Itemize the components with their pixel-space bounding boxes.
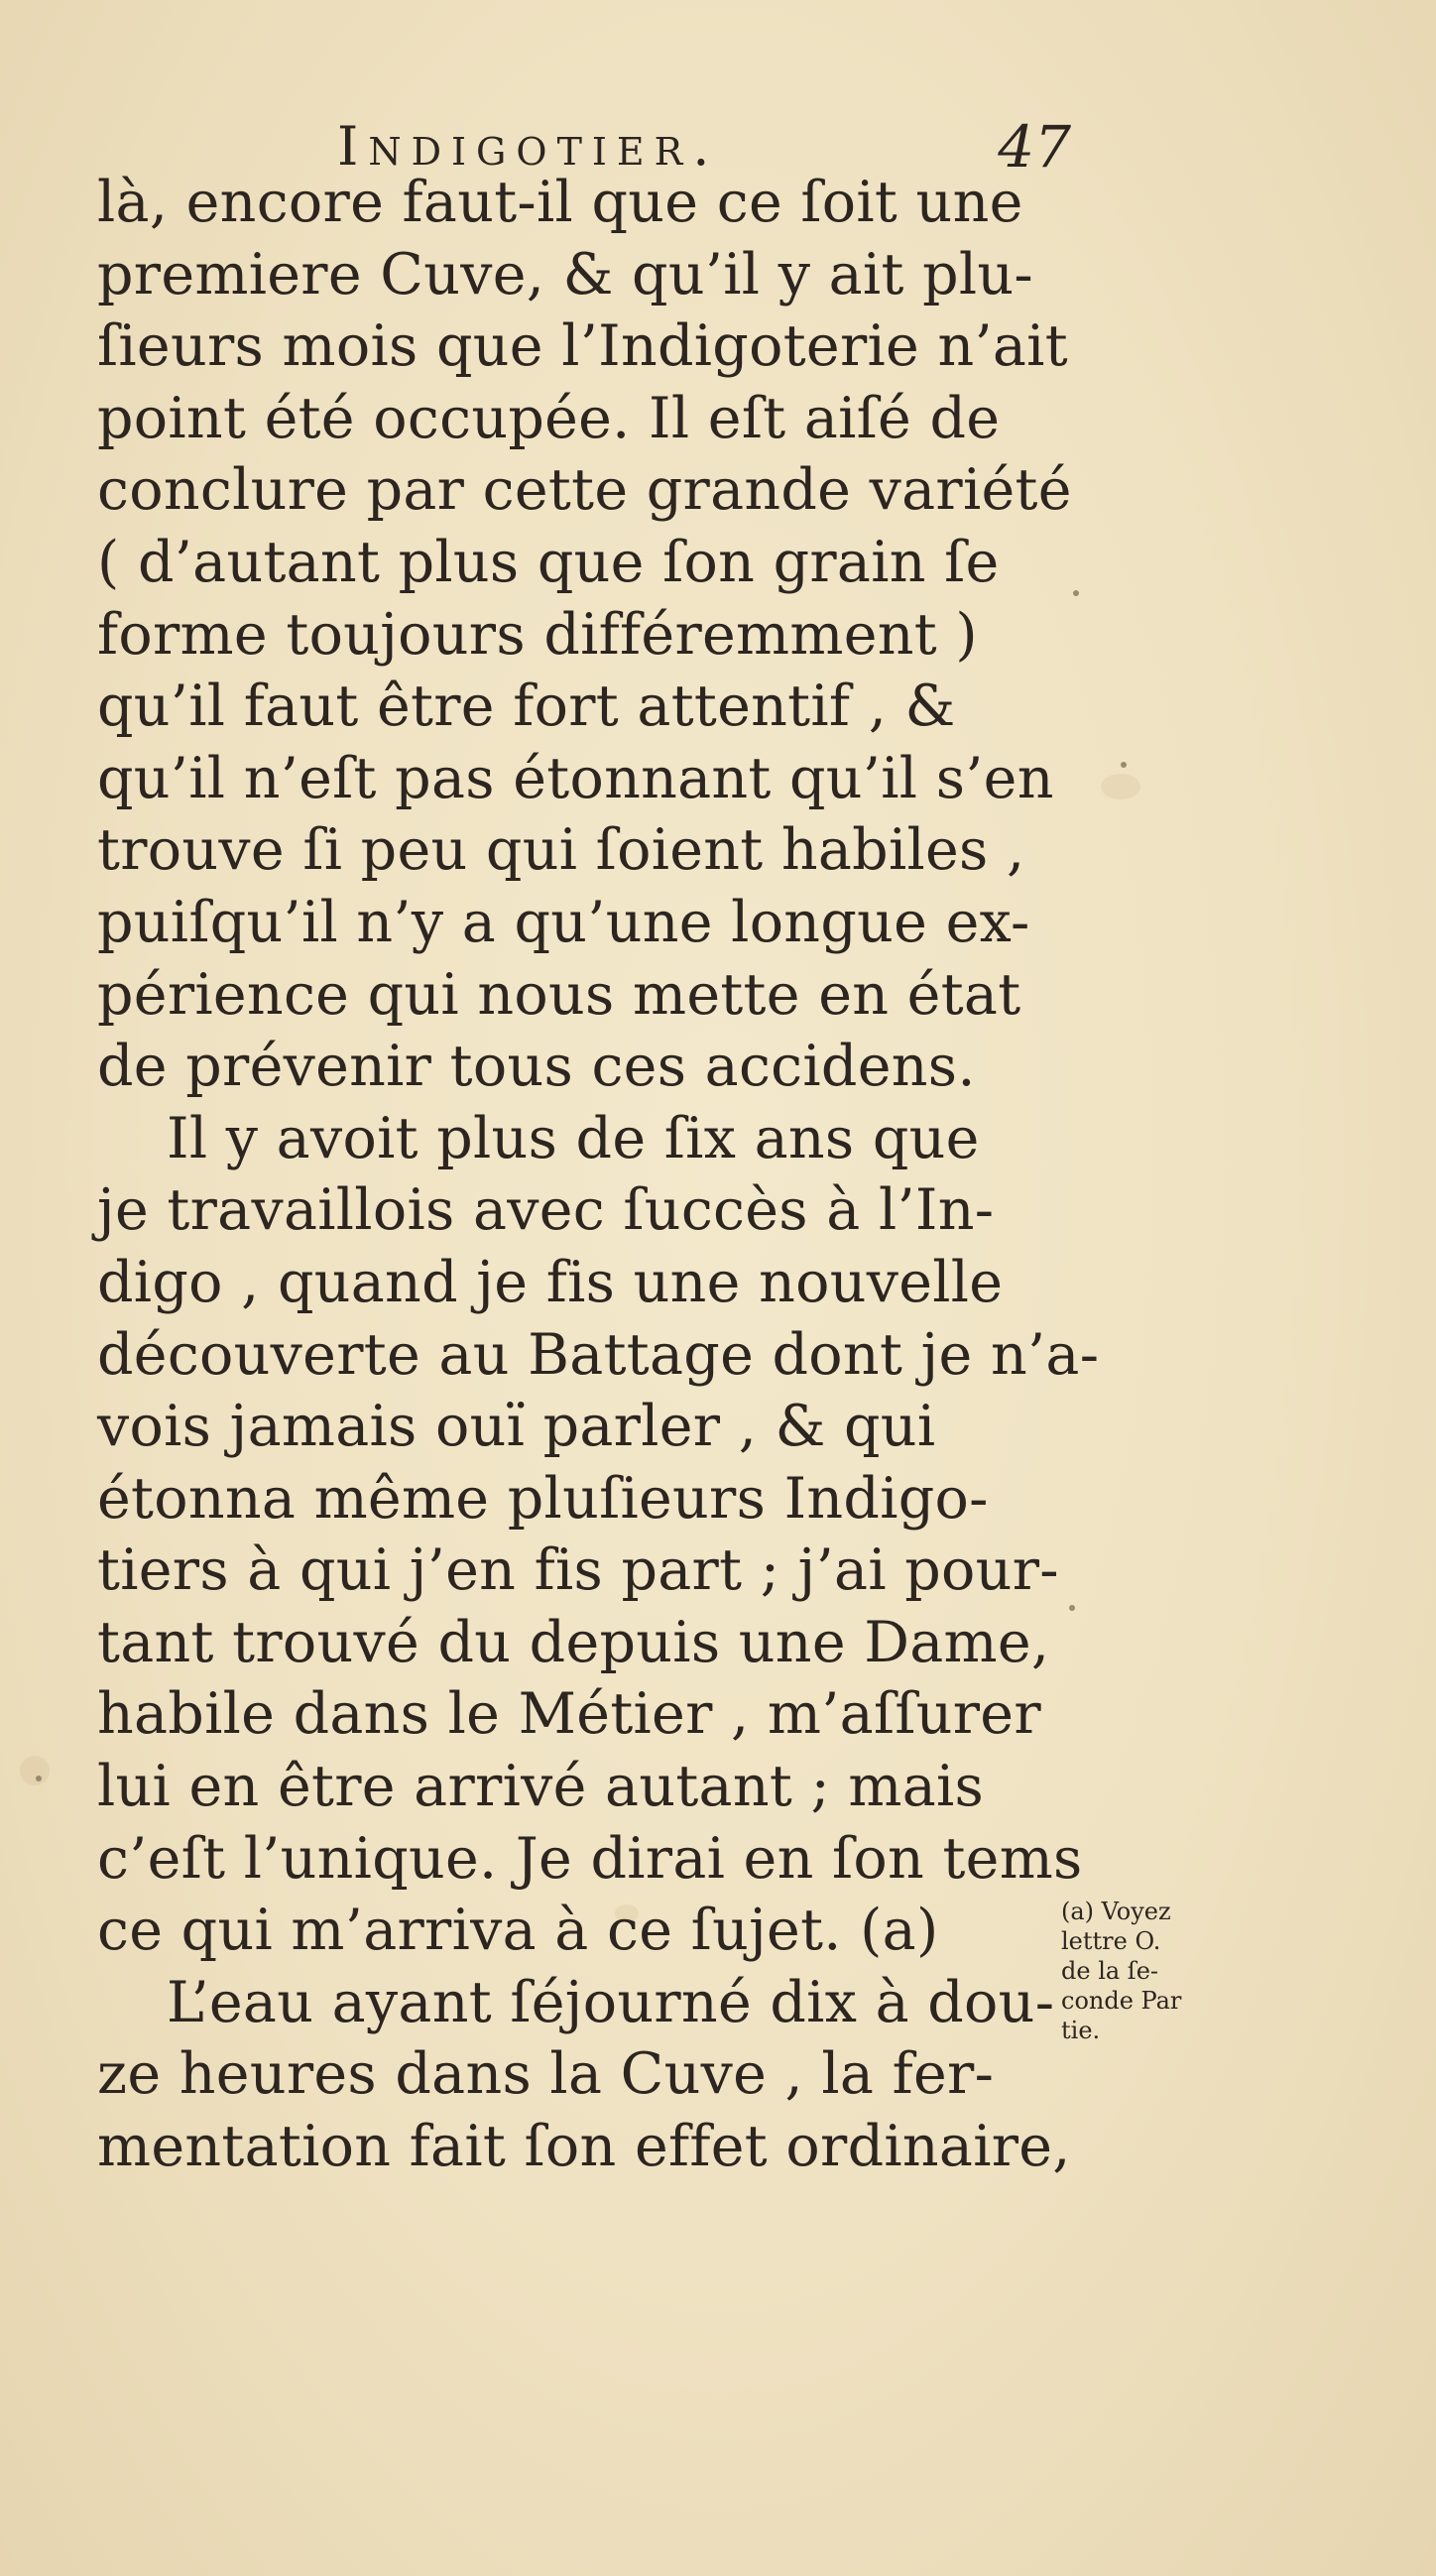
footnote-line: de la ſe- <box>1061 1957 1159 1985</box>
marginal-footnote <box>1061 1897 1259 2045</box>
footnote-line: lettre O. <box>1061 1927 1161 1955</box>
paper-speck <box>1121 762 1127 768</box>
paper-stain <box>1101 774 1140 799</box>
text-line: ze heures dans la Cuve , la fer- <box>97 2041 995 2108</box>
text-line: forme toujours différemment ) <box>97 601 978 668</box>
text-line: vois jamais ouï parler , & qui <box>97 1394 936 1460</box>
text-line: point été occupée. Il eſt aiſé de <box>97 385 1001 451</box>
paragraph-first-line: Il y avoit plus de ſix ans que <box>167 1105 980 1171</box>
text-line: c’eſt l’unique. Je dirai en ſon tems <box>97 1825 1083 1892</box>
text-line: découverte au Battage dont je n’a- <box>97 1321 1100 1388</box>
text-line: tiers à qui j’en fis part ; j’ai pour- <box>97 1537 1059 1604</box>
text-line: étonna même pluſieurs Indigo- <box>97 1465 989 1532</box>
paper-speck <box>1069 1605 1075 1611</box>
footnote-line: conde Par <box>1061 1987 1182 2015</box>
footnote-line: tie. <box>1061 2017 1101 2044</box>
paper-speck <box>36 1776 42 1781</box>
body-text <box>97 167 1100 2183</box>
paragraph-first-line: L’eau ayant ſéjourné dix à dou- <box>167 1969 1055 2035</box>
footnote-line: (a) Voyez <box>1061 1898 1171 1925</box>
text-line: premiere Cuve, & qu’il y ait plu- <box>97 241 1033 307</box>
text-line: périence qui nous mette en état <box>97 961 1021 1028</box>
text-line: trouve ſi peu qui ſoient habiles , <box>97 817 1025 884</box>
text-line: là, encore faut-il que ce ſoit une <box>97 170 1023 235</box>
paper-speck <box>1073 590 1079 596</box>
text-line: mentation fait ſon effet ordinaire, <box>97 2114 1071 2180</box>
text-line: ce qui m’arriva à ce ſujet. (a) <box>97 1898 939 1964</box>
text-line: ſieurs mois que l’Indigoterie n’ait <box>97 313 1068 380</box>
text-line: de prévenir tous ces accidens. <box>97 1034 976 1100</box>
text-line: qu’il faut être fort attentif , & <box>97 674 956 740</box>
text-line: qu’il n’eſt pas étonnant qu’il s’en <box>97 745 1054 811</box>
text-line: habile dans le Métier , m’aſſurer <box>97 1681 1041 1748</box>
text-line: tant trouvé du depuis une Dame, <box>97 1609 1050 1675</box>
text-line: conclure par cette grande variété <box>97 457 1072 524</box>
text-line: puiſqu’il n’y a qu’une longue ex- <box>97 889 1030 955</box>
text-line: lui en être arrivé autant ; mais <box>97 1754 985 1820</box>
page-number: 47 <box>998 113 1071 181</box>
text-line: digo , quand je fis une nouvelle <box>97 1249 1004 1315</box>
paper-stain <box>20 1756 50 1785</box>
text-line: je travaillois avec ſuccès à l’In- <box>97 1177 995 1244</box>
text-line: ( d’autant plus que ſon grain ſe <box>97 529 1000 595</box>
running-title: Indigotier. <box>337 115 720 178</box>
